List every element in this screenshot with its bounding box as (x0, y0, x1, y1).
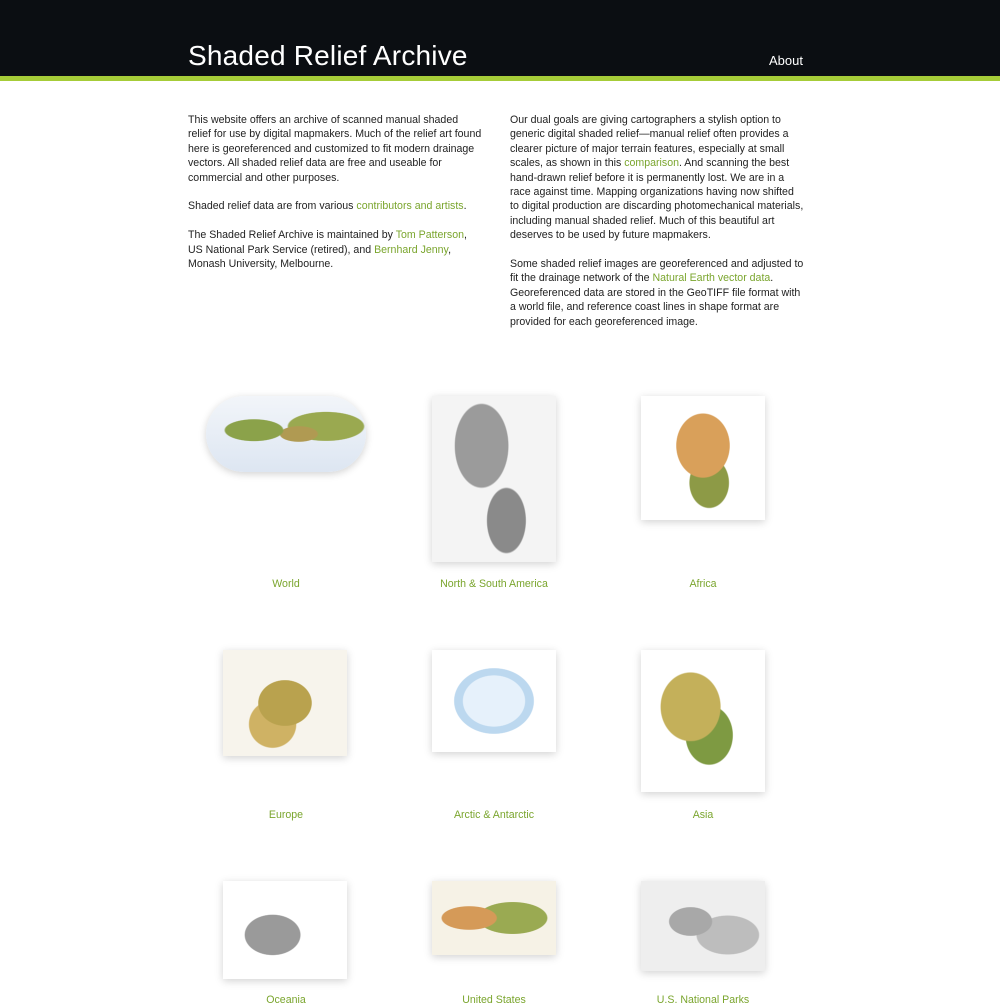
intro-paragraph (188, 113, 482, 185)
gallery-label-asia[interactable]: Asia (692, 809, 714, 821)
georeference-paragraph (510, 257, 804, 329)
world-thumbnail[interactable] (206, 396, 366, 472)
gallery-label-oceania[interactable]: Oceania (266, 994, 306, 1006)
goals-paragraph (510, 113, 804, 243)
gallery-label-world[interactable]: World (272, 578, 300, 590)
intro-text: Some shaded relief images are georeferenced and adjusted to fit the drainage network of the (510, 258, 804, 285)
asia-thumbnail[interactable] (641, 650, 765, 792)
africa-thumbnail[interactable] (641, 396, 765, 520)
header-accent-bar (0, 76, 1000, 81)
intro-right-column (510, 113, 804, 343)
gallery-item-europe[interactable] (223, 650, 347, 756)
gallery-item-world[interactable] (206, 396, 366, 472)
maintainers-paragraph (188, 228, 482, 271)
gallery-label-africa[interactable]: Africa (689, 578, 717, 590)
intro-text: The Shaded Relief Archive is maintained by (188, 229, 396, 242)
gallery-label-united-states[interactable]: United States (462, 994, 526, 1006)
national-parks-thumbnail[interactable] (641, 881, 765, 971)
gallery-label-americas[interactable]: North & South America (440, 578, 548, 590)
intro-text: . Georeferenced data are stored in the GeoTIFF file format with a world file, and reference coast lines in shape format are provided for each georeferenced image. (510, 272, 801, 328)
gallery-item-asia[interactable] (641, 650, 765, 792)
intro-text: Shaded relief data are from various (188, 200, 357, 213)
gallery-item-americas[interactable] (432, 396, 556, 562)
gallery-item-africa[interactable] (641, 396, 765, 520)
europe-thumbnail[interactable] (223, 650, 347, 756)
arctic-antarctic-thumbnail[interactable] (432, 650, 556, 752)
gallery-item-united-states[interactable] (432, 881, 556, 955)
intro-text: Our dual goals are giving cartographers a stylish option to generic digital shaded relief—manual relief often provides a clearer picture of major terrain features, especially at small scales, as shown in this (510, 114, 789, 170)
intro-text: . And scanning the best hand-drawn relief before it is permanently lost. We are in a race against time. Mapping organizations having now shifted to digital production are discarding photomechanical materials, including manual shaded relief. Much of this beautiful art deserves to be used by future mapmakers. (510, 157, 804, 242)
united-states-thumbnail[interactable] (432, 881, 556, 955)
contributors-link[interactable]: contributors and artists (356, 200, 464, 213)
intro-text: . (463, 200, 467, 213)
comparison-link[interactable]: comparison (624, 157, 679, 170)
gallery-item-oceania[interactable] (223, 881, 347, 979)
site-title[interactable]: Shaded Relief Archive (188, 40, 468, 71)
gallery-item-arctic-antarctic[interactable] (432, 650, 556, 752)
gallery-label-europe[interactable]: Europe (268, 809, 304, 821)
nav-about-link[interactable]: About (769, 53, 803, 68)
intro-text: , Monash University, Melbourne. (188, 243, 452, 271)
bernhard-jenny-link[interactable]: Bernhard Jenny (374, 243, 449, 256)
natural-earth-link[interactable]: Natural Earth vector data (652, 272, 771, 285)
contributors-paragraph (188, 199, 482, 213)
site-header (0, 0, 1000, 76)
intro-text: , US National Park Service (retired), and (188, 229, 467, 256)
gallery-label-arctic-antarctic[interactable]: Arctic & Antarctic (453, 809, 535, 821)
intro-left-column (188, 113, 482, 286)
americas-thumbnail[interactable] (432, 396, 556, 562)
gallery-item-national-parks[interactable] (641, 881, 765, 971)
tom-patterson-link[interactable]: Tom Patterson (395, 229, 464, 242)
intro-text: This website offers an archive of scanned manual shaded relief for use by digital mapmakers. Much of the relief art found here is georeferenced and customized to fit modern drainage vectors. All shaded relief data are free and useable for commercial and other purposes. (188, 114, 482, 184)
oceania-thumbnail[interactable] (223, 881, 347, 979)
gallery-label-national-parks[interactable]: U.S. National Parks (656, 994, 750, 1006)
